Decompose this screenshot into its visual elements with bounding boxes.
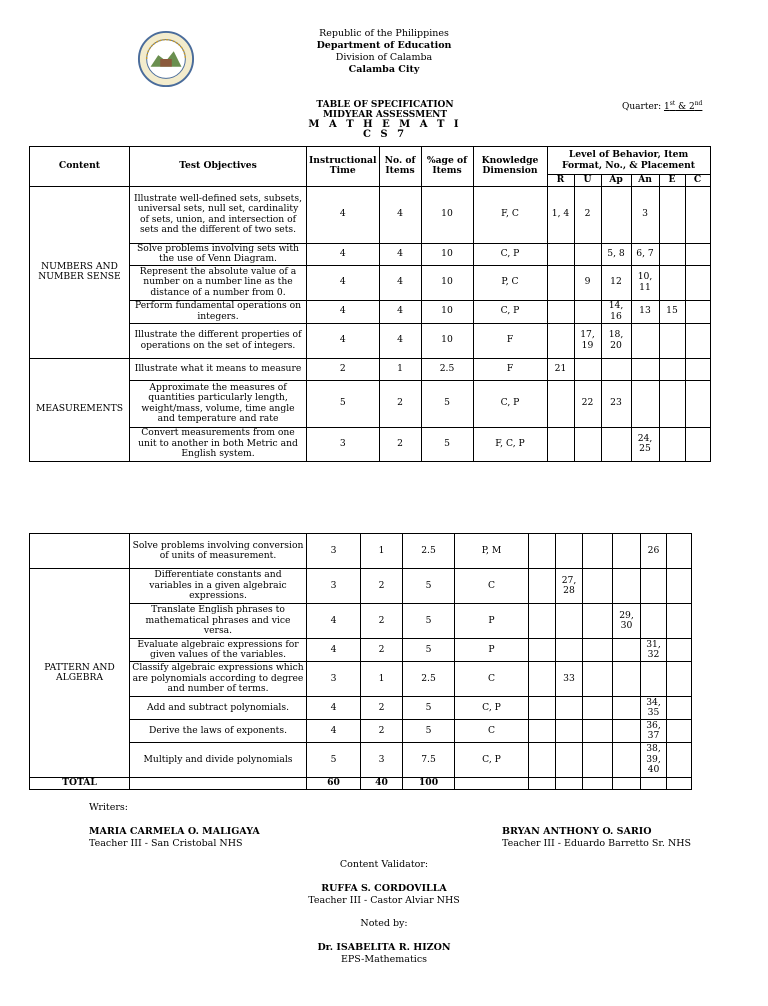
total-time: 60 xyxy=(307,778,361,790)
table-row xyxy=(30,243,711,265)
u-cell xyxy=(556,697,583,720)
col-r: R xyxy=(547,175,574,187)
c-cell xyxy=(685,186,710,243)
ap-cell: 5, 8 xyxy=(601,243,631,265)
time-cell: 4 xyxy=(307,265,380,300)
knowledge-cell: C, P xyxy=(455,697,529,720)
time-cell: 4 xyxy=(307,697,361,720)
an-cell: 6, 7 xyxy=(631,243,659,265)
table-row xyxy=(30,300,711,323)
content-area-cell: PATTERN AND ALGEBRA xyxy=(30,569,130,778)
table-row xyxy=(30,186,711,243)
c-cell xyxy=(685,380,710,427)
total-items: 40 xyxy=(361,778,403,790)
items-cell: 2 xyxy=(361,604,403,639)
ap-cell xyxy=(601,427,631,461)
c-cell xyxy=(667,569,692,604)
header-division: Division of Calamba xyxy=(335,52,433,63)
percent-cell: 5 xyxy=(403,697,455,720)
c-cell xyxy=(685,265,710,300)
r-cell xyxy=(529,604,556,639)
title-midyear: MIDYEAR ASSESSMENT xyxy=(322,110,448,120)
knowledge-cell: C xyxy=(455,662,529,697)
ap-cell xyxy=(601,358,631,380)
items-cell: 2 xyxy=(361,639,403,662)
objective-cell: Represent the absolute value of a number on a number line as the distance of a number from 0. xyxy=(130,265,307,300)
u-cell xyxy=(556,743,583,778)
objective-cell: Approximate the measures of quantities particularly length, weight/mass, volume, time angle and temperature and rate xyxy=(130,380,307,427)
col-percent: %age of Items xyxy=(421,147,473,187)
ap-cell xyxy=(583,697,613,720)
objective-cell: Solve problems involving sets with the use of Venn Diagram. xyxy=(130,243,307,265)
header-department: Department of Education xyxy=(316,40,452,51)
ap-cell xyxy=(583,662,613,697)
col-knowledge: Knowledge Dimension xyxy=(473,147,547,187)
knowledge-cell: P xyxy=(455,639,529,662)
objective-cell: Derive the laws of exponents. xyxy=(130,720,307,743)
percent-cell: 5 xyxy=(403,569,455,604)
objective-cell: Illustrate what it means to measure xyxy=(130,358,307,380)
table-row xyxy=(30,743,692,778)
r-cell xyxy=(529,639,556,662)
content-area-cell: MEASUREMENTS xyxy=(30,358,130,461)
objective-cell: Illustrate well-defined sets, subsets, universal sets, null set, cardinality of sets, union, and intersection of sets and the different of two sets. xyxy=(130,186,307,243)
e-cell xyxy=(641,604,667,639)
c-cell xyxy=(667,743,692,778)
time-cell: 3 xyxy=(307,662,361,697)
r-cell xyxy=(529,662,556,697)
percent-cell: 7.5 xyxy=(403,743,455,778)
table-row xyxy=(30,697,692,720)
percent-cell: 5 xyxy=(403,639,455,662)
an-cell: 29, 30 xyxy=(613,604,641,639)
r-cell xyxy=(547,323,574,358)
knowledge-cell: C, P xyxy=(455,743,529,778)
objective-cell: Multiply and divide polynomials xyxy=(130,743,307,778)
writers-label: Writers: xyxy=(89,802,128,813)
ap-cell xyxy=(583,604,613,639)
items-cell: 2 xyxy=(361,569,403,604)
quarter-first: 1 xyxy=(663,102,670,112)
u-cell xyxy=(574,358,601,380)
items-cell: 2 xyxy=(379,427,421,461)
ap-cell: 14, 16 xyxy=(601,300,631,323)
objective-cell: Evaluate algebraic expressions for given values of the variables. xyxy=(130,639,307,662)
time-cell: 3 xyxy=(307,427,380,461)
items-cell: 4 xyxy=(379,323,421,358)
col-content: Content xyxy=(30,147,130,187)
writer2-title: Teacher III - Eduardo Barretto Sr. NHS xyxy=(502,838,692,849)
r-cell xyxy=(529,534,556,569)
e-cell xyxy=(659,186,685,243)
percent-cell: 5 xyxy=(403,720,455,743)
knowledge-cell: C xyxy=(455,720,529,743)
knowledge-cell: F, C, P xyxy=(473,427,547,461)
an-cell: 3 xyxy=(631,186,659,243)
items-cell: 1 xyxy=(361,534,403,569)
items-cell: 3 xyxy=(361,743,403,778)
table-row xyxy=(30,604,692,639)
knowledge-cell: F, C xyxy=(473,186,547,243)
an-cell xyxy=(631,380,659,427)
u-cell xyxy=(556,534,583,569)
u-cell: 17, 19 xyxy=(574,323,601,358)
r-cell xyxy=(529,720,556,743)
r-cell xyxy=(547,243,574,265)
percent-cell: 10 xyxy=(421,265,473,300)
col-u: U xyxy=(574,175,601,187)
an-cell xyxy=(613,697,641,720)
percent-cell: 2.5 xyxy=(421,358,473,380)
header-republic: Republic of the Philippines xyxy=(319,28,449,39)
knowledge-cell: C, P xyxy=(473,243,547,265)
noted-label: Noted by: xyxy=(360,918,408,929)
percent-cell: 5 xyxy=(421,380,473,427)
e-cell xyxy=(659,323,685,358)
table-row xyxy=(30,358,711,380)
c-cell xyxy=(667,662,692,697)
col-time: Instructional Time xyxy=(307,147,380,187)
time-cell: 5 xyxy=(307,743,361,778)
quarter-first-suffix: st xyxy=(669,100,676,107)
time-cell: 4 xyxy=(307,323,380,358)
header-city: Calamba City xyxy=(348,64,420,75)
e-cell xyxy=(659,265,685,300)
ap-cell xyxy=(583,534,613,569)
table-row xyxy=(30,427,711,461)
e-cell: 15 xyxy=(659,300,685,323)
table-row xyxy=(30,380,711,427)
items-cell: 4 xyxy=(379,265,421,300)
quarter-second-suffix: nd xyxy=(694,100,703,107)
e-cell: 36, 37 xyxy=(641,720,667,743)
knowledge-cell: C, P xyxy=(473,300,547,323)
knowledge-cell: C xyxy=(455,569,529,604)
c-cell xyxy=(667,534,692,569)
items-cell: 4 xyxy=(379,300,421,323)
c-cell xyxy=(685,243,710,265)
quarter-label xyxy=(622,100,702,112)
r-cell xyxy=(547,380,574,427)
items-cell: 2 xyxy=(379,380,421,427)
c-cell xyxy=(685,427,710,461)
u-cell: 22 xyxy=(574,380,601,427)
u-cell: 33 xyxy=(556,662,583,697)
an-cell xyxy=(613,569,641,604)
r-cell xyxy=(547,265,574,300)
noted-name: Dr. ISABELITA R. HIZON xyxy=(317,942,451,953)
objective-cell: Illustrate the different properties of operations on the set of integers. xyxy=(130,323,307,358)
e-cell xyxy=(659,380,685,427)
percent-cell: 10 xyxy=(421,300,473,323)
e-cell xyxy=(659,243,685,265)
knowledge-cell: P, C xyxy=(473,265,547,300)
col-an: An xyxy=(631,175,659,187)
objective-cell: Perform fundamental operations on integers. xyxy=(130,300,307,323)
writer1-name: MARIA CARMELA O. MALIGAYA xyxy=(89,826,260,837)
time-cell: 4 xyxy=(307,186,380,243)
percent-cell: 2.5 xyxy=(403,662,455,697)
time-cell: 4 xyxy=(307,639,361,662)
percent-cell: 10 xyxy=(421,243,473,265)
content-area-cell: NUMBERS AND NUMBER SENSE xyxy=(30,186,130,358)
validator-label: Content Validator: xyxy=(339,859,429,870)
r-cell xyxy=(529,697,556,720)
table-row xyxy=(30,569,692,604)
writer2-name: BRYAN ANTHONY O. SARIO xyxy=(502,826,652,837)
e-cell: 26 xyxy=(641,534,667,569)
objective-cell: Classify algebraic expressions which are polynomials according to degree and number of terms. xyxy=(130,662,307,697)
percent-cell: 2.5 xyxy=(403,534,455,569)
col-ap: Ap xyxy=(601,175,631,187)
time-cell: 4 xyxy=(307,300,380,323)
time-cell: 4 xyxy=(307,720,361,743)
c-cell xyxy=(667,720,692,743)
c-cell xyxy=(667,639,692,662)
table-row xyxy=(30,639,692,662)
table-row xyxy=(30,720,692,743)
u-cell xyxy=(574,243,601,265)
u-cell xyxy=(556,639,583,662)
ap-cell xyxy=(583,639,613,662)
items-cell: 4 xyxy=(379,243,421,265)
objective-cell: Add and subtract polynomials. xyxy=(130,697,307,720)
total-label: TOTAL xyxy=(30,778,130,790)
col-level: Level of Behavior, Item Format, No., & Placement xyxy=(547,147,710,175)
an-cell xyxy=(631,323,659,358)
objective-cell: Differentiate constants and variables in a given algebraic expressions. xyxy=(130,569,307,604)
e-cell xyxy=(641,569,667,604)
ap-cell xyxy=(583,743,613,778)
items-cell: 2 xyxy=(361,697,403,720)
percent-cell: 5 xyxy=(403,604,455,639)
time-cell: 2 xyxy=(307,358,380,380)
col-e: E xyxy=(659,175,685,187)
an-cell xyxy=(613,662,641,697)
knowledge-cell: F xyxy=(473,323,547,358)
an-cell xyxy=(613,639,641,662)
quarter-second: & 2 xyxy=(675,102,695,112)
c-cell xyxy=(685,323,710,358)
col-objectives: Test Objectives xyxy=(130,147,307,187)
u-cell xyxy=(574,427,601,461)
title-subject: M A T H E M A T I C S 7 xyxy=(308,119,462,140)
items-cell: 1 xyxy=(361,662,403,697)
c-cell xyxy=(667,604,692,639)
ap-cell xyxy=(583,569,613,604)
e-cell: 31, 32 xyxy=(641,639,667,662)
u-cell xyxy=(556,720,583,743)
quarter-text: Quarter: xyxy=(622,102,664,112)
time-cell: 3 xyxy=(307,534,361,569)
percent-cell: 10 xyxy=(421,186,473,243)
c-cell xyxy=(685,358,710,380)
r-cell: 21 xyxy=(547,358,574,380)
items-cell: 2 xyxy=(361,720,403,743)
total-row xyxy=(30,778,692,790)
u-cell: 27, 28 xyxy=(556,569,583,604)
u-cell xyxy=(556,604,583,639)
r-cell xyxy=(529,569,556,604)
items-cell: 1 xyxy=(379,358,421,380)
header-block xyxy=(0,28,768,76)
ap-cell: 12 xyxy=(601,265,631,300)
e-cell xyxy=(659,427,685,461)
an-cell xyxy=(631,358,659,380)
table-row xyxy=(30,534,692,569)
e-cell: 38, 39, 40 xyxy=(641,743,667,778)
u-cell xyxy=(574,300,601,323)
validator-title: Teacher III - Castor Alviar NHS xyxy=(308,895,460,906)
r-cell xyxy=(547,300,574,323)
knowledge-cell: P xyxy=(455,604,529,639)
document-title xyxy=(300,100,470,140)
e-cell: 34, 35 xyxy=(641,697,667,720)
percent-cell: 5 xyxy=(421,427,473,461)
an-cell xyxy=(613,720,641,743)
col-c: C xyxy=(685,175,710,187)
ap-cell xyxy=(583,720,613,743)
knowledge-cell: C, P xyxy=(473,380,547,427)
time-cell: 3 xyxy=(307,569,361,604)
table-row xyxy=(30,323,711,358)
u-cell: 2 xyxy=(574,186,601,243)
percent-cell: 10 xyxy=(421,323,473,358)
noted-title: EPS-Mathematics xyxy=(340,954,428,965)
time-cell: 4 xyxy=(307,243,380,265)
items-cell: 4 xyxy=(379,186,421,243)
ap-cell: 18, 20 xyxy=(601,323,631,358)
an-cell: 24, 25 xyxy=(631,427,659,461)
time-cell: 4 xyxy=(307,604,361,639)
u-cell: 9 xyxy=(574,265,601,300)
total-percent: 100 xyxy=(403,778,455,790)
content-area-cell xyxy=(30,534,130,569)
ap-cell: 23 xyxy=(601,380,631,427)
table-row xyxy=(30,265,711,300)
an-cell xyxy=(613,534,641,569)
objective-cell: Solve problems involving conversion of units of measurement. xyxy=(130,534,307,569)
specification-table-part1 xyxy=(29,146,711,462)
specification-table-part2 xyxy=(29,533,692,790)
c-cell xyxy=(685,300,710,323)
objective-cell: Convert measurements from one unit to another in both Metric and English system. xyxy=(130,427,307,461)
an-cell xyxy=(613,743,641,778)
r-cell xyxy=(547,427,574,461)
ap-cell xyxy=(601,186,631,243)
writer1-title: Teacher III - San Cristobal NHS xyxy=(89,838,243,849)
objective-cell: Translate English phrases to mathematical phrases and vice versa. xyxy=(130,604,307,639)
time-cell: 5 xyxy=(307,380,380,427)
r-cell: 1, 4 xyxy=(547,186,574,243)
validator-name: RUFFA S. CORDOVILLA xyxy=(321,883,447,894)
knowledge-cell: F xyxy=(473,358,547,380)
e-cell xyxy=(659,358,685,380)
an-cell: 10, 11 xyxy=(631,265,659,300)
c-cell xyxy=(667,697,692,720)
knowledge-cell: P, M xyxy=(455,534,529,569)
e-cell xyxy=(641,662,667,697)
an-cell: 13 xyxy=(631,300,659,323)
table-row xyxy=(30,662,692,697)
col-items: No. of Items xyxy=(379,147,421,187)
r-cell xyxy=(529,743,556,778)
title-tos: TABLE OF SPECIFICATION xyxy=(316,100,454,110)
